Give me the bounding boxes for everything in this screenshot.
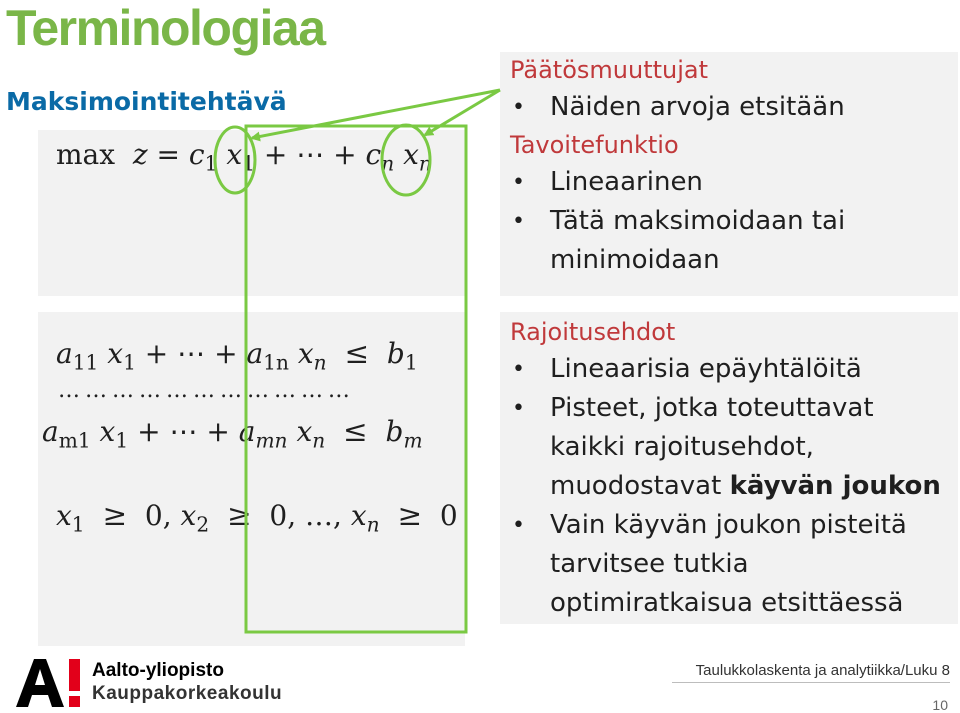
constraint-formula-first: $a_{11}$ $x_1$ + ⋯ + $a_{1n}$ $x_n \le b_1$ (56, 336, 418, 375)
bullet-icon: • (512, 396, 525, 421)
bullet-icon: • (512, 513, 525, 538)
page-number: 10 (932, 697, 948, 713)
heading-decision-variables: Päätösmuuttujat (510, 56, 709, 84)
slide-title: Terminologiaa (6, 0, 325, 56)
list-item: • Lineaarinen (510, 163, 956, 202)
constraint-ellipsis-row: … … … … … … … … … … … (58, 378, 349, 403)
aalto-logo (14, 657, 84, 709)
nonnegativity-formula: $x_1 \ge 0$, $x_2 \ge 0$, …, $x_n \ge 0$ (56, 498, 458, 537)
list-item: • Lineaarisia epäyhtälöitä (510, 350, 956, 389)
list-item: • Tätä maksimoidaan tai minimoidaan (510, 202, 956, 280)
bullet-icon: • (512, 170, 525, 195)
bullet-icon: • (512, 209, 525, 234)
feasible-set-term: käyvän joukon (729, 471, 941, 501)
heading-constraints: Rajoitusehdot (510, 318, 676, 346)
xn-highlight-circle (382, 125, 430, 195)
list-item: • Näiden arvoja etsitään (510, 88, 956, 127)
brand-name: Aalto-yliopisto (92, 660, 224, 681)
decision-variables-highlight-box (246, 126, 466, 632)
slide-subtitle: Maksimointitehtävä (6, 87, 287, 116)
bullet-icon: • (512, 95, 525, 120)
list-item: • Vain käyvän joukon pisteitä tarvitsee tutkia optimiratkaisua etsittäessä (510, 506, 956, 623)
heading-objective-function: Tavoitefunktio (510, 131, 679, 159)
x1-highlight-circle (215, 127, 255, 193)
constraint-formula-last: $a_{m1}$ $x_1$ + ⋯ + $a_{mn}$ $x_n \le b_m$ (42, 414, 423, 453)
list-item: • Pisteet, jotka toteuttavat kaikki rajoitusehdot, muodostavat käyvän joukon (510, 389, 956, 506)
footer-divider (672, 682, 950, 683)
brand-school: Kauppakorkeakoulu (92, 683, 283, 704)
definitions-top (510, 52, 956, 280)
objective-formula: $\max z = c_1$ $x_1$ + ⋯ + $c_n$ $x_n$ (56, 138, 432, 176)
bullet-icon: • (512, 357, 525, 382)
course-label: Taulukkolaskenta ja analytiikka/Luku 8 (695, 662, 950, 679)
definitions-bottom (510, 314, 956, 623)
